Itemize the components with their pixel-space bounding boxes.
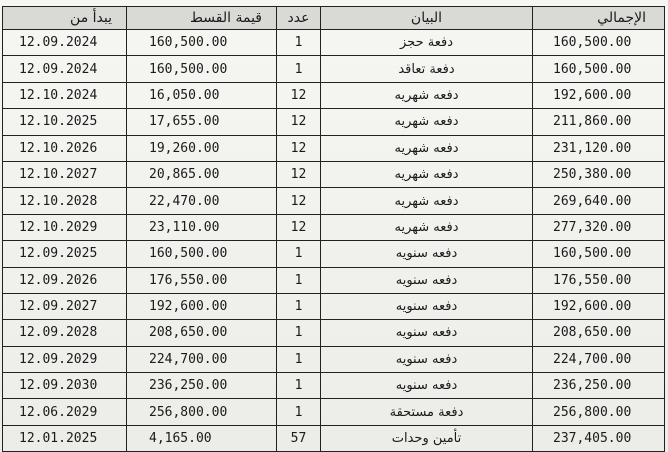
table-row	[3, 320, 665, 346]
cell-description: دفعه شهريه	[321, 82, 533, 108]
cell-installment-value: 236,250.00	[127, 373, 277, 399]
table-row	[3, 293, 665, 319]
table-row	[3, 135, 665, 161]
cell-start-date: 12.06.2029	[3, 399, 127, 425]
header-start-from: يبدأ من	[3, 7, 127, 30]
cell-installment-value: 16,050.00	[127, 82, 277, 108]
cell-installment-value: 160,500.00	[127, 241, 277, 267]
cell-description: دفعه شهريه	[321, 109, 533, 135]
cell-description: دفعة تعاقد	[321, 56, 533, 82]
cell-installment-value: 17,655.00	[127, 109, 277, 135]
cell-start-date: 12.09.2024	[3, 30, 127, 56]
header-total: الإجمالي	[533, 7, 665, 30]
table-row	[3, 109, 665, 135]
cell-description: دفعة مستحقة	[321, 399, 533, 425]
cell-total: 250,380.00	[533, 161, 665, 187]
cell-total: 211,860.00	[533, 109, 665, 135]
cell-installment-value: 23,110.00	[127, 214, 277, 240]
cell-description: دفعه سنويه	[321, 293, 533, 319]
payment-schedule-table	[2, 6, 665, 452]
cell-installment-value: 160,500.00	[127, 30, 277, 56]
cell-total: 160,500.00	[533, 30, 665, 56]
cell-start-date: 12.09.2028	[3, 320, 127, 346]
cell-total: 160,500.00	[533, 241, 665, 267]
cell-count: 1	[277, 320, 321, 346]
cell-total: 236,250.00	[533, 373, 665, 399]
table-row	[3, 214, 665, 240]
cell-count: 1	[277, 56, 321, 82]
cell-description: دفعه سنويه	[321, 346, 533, 372]
cell-start-date: 12.10.2026	[3, 135, 127, 161]
table-row	[3, 346, 665, 372]
cell-installment-value: 192,600.00	[127, 293, 277, 319]
table-row	[3, 82, 665, 108]
cell-total: 192,600.00	[533, 82, 665, 108]
cell-total: 237,405.00	[533, 425, 665, 451]
cell-installment-value: 20,865.00	[127, 161, 277, 187]
cell-description: دفعه شهريه	[321, 188, 533, 214]
cell-installment-value: 22,470.00	[127, 188, 277, 214]
cell-count: 1	[277, 293, 321, 319]
cell-start-date: 12.01.2025	[3, 425, 127, 451]
cell-total: 256,800.00	[533, 399, 665, 425]
cell-total: 208,650.00	[533, 320, 665, 346]
table-row	[3, 188, 665, 214]
cell-count: 12	[277, 109, 321, 135]
cell-total: 231,120.00	[533, 135, 665, 161]
cell-count: 1	[277, 346, 321, 372]
cell-total: 224,700.00	[533, 346, 665, 372]
table-row	[3, 30, 665, 56]
table-row	[3, 241, 665, 267]
table-row	[3, 56, 665, 82]
cell-description: تأمين وحدات	[321, 425, 533, 451]
cell-count: 12	[277, 135, 321, 161]
cell-start-date: 12.10.2024	[3, 82, 127, 108]
cell-start-date: 12.10.2028	[3, 188, 127, 214]
cell-description: دفعه سنويه	[321, 241, 533, 267]
cell-start-date: 12.10.2027	[3, 161, 127, 187]
cell-total: 192,600.00	[533, 293, 665, 319]
cell-installment-value: 208,650.00	[127, 320, 277, 346]
cell-start-date: 12.09.2027	[3, 293, 127, 319]
cell-total: 160,500.00	[533, 56, 665, 82]
cell-count: 1	[277, 399, 321, 425]
cell-count: 12	[277, 82, 321, 108]
cell-installment-value: 224,700.00	[127, 346, 277, 372]
table-row	[3, 425, 665, 451]
cell-start-date: 12.09.2029	[3, 346, 127, 372]
cell-description: دفعه شهريه	[321, 214, 533, 240]
cell-count: 1	[277, 267, 321, 293]
cell-description: دفعة حجز	[321, 30, 533, 56]
cell-count: 57	[277, 425, 321, 451]
cell-count: 1	[277, 241, 321, 267]
cell-count: 12	[277, 161, 321, 187]
cell-start-date: 12.09.2025	[3, 241, 127, 267]
cell-start-date: 12.09.2030	[3, 373, 127, 399]
cell-description: دفعه شهريه	[321, 161, 533, 187]
table-row	[3, 161, 665, 187]
cell-installment-value: 176,550.00	[127, 267, 277, 293]
cell-start-date: 12.10.2029	[3, 214, 127, 240]
cell-count: 12	[277, 188, 321, 214]
cell-count: 1	[277, 373, 321, 399]
table-row	[3, 373, 665, 399]
cell-description: دفعه شهريه	[321, 135, 533, 161]
cell-count: 12	[277, 214, 321, 240]
cell-installment-value: 4,165.00	[127, 425, 277, 451]
table-row	[3, 267, 665, 293]
cell-total: 269,640.00	[533, 188, 665, 214]
cell-description: دفعه سنويه	[321, 267, 533, 293]
cell-start-date: 12.09.2024	[3, 56, 127, 82]
cell-total: 277,320.00	[533, 214, 665, 240]
header-installment-value: قيمة القسط	[127, 7, 277, 30]
cell-start-date: 12.09.2026	[3, 267, 127, 293]
cell-total: 176,550.00	[533, 267, 665, 293]
cell-description: دفعه سنويه	[321, 320, 533, 346]
cell-installment-value: 160,500.00	[127, 56, 277, 82]
table-row	[3, 399, 665, 425]
cell-installment-value: 19,260.00	[127, 135, 277, 161]
cell-description: دفعه سنويه	[321, 373, 533, 399]
cell-start-date: 12.10.2025	[3, 109, 127, 135]
cell-installment-value: 256,800.00	[127, 399, 277, 425]
header-description: البيان	[321, 7, 533, 30]
header-row	[3, 7, 665, 30]
header-count: عدد	[277, 7, 321, 30]
table-body	[3, 30, 665, 452]
cell-count: 1	[277, 30, 321, 56]
